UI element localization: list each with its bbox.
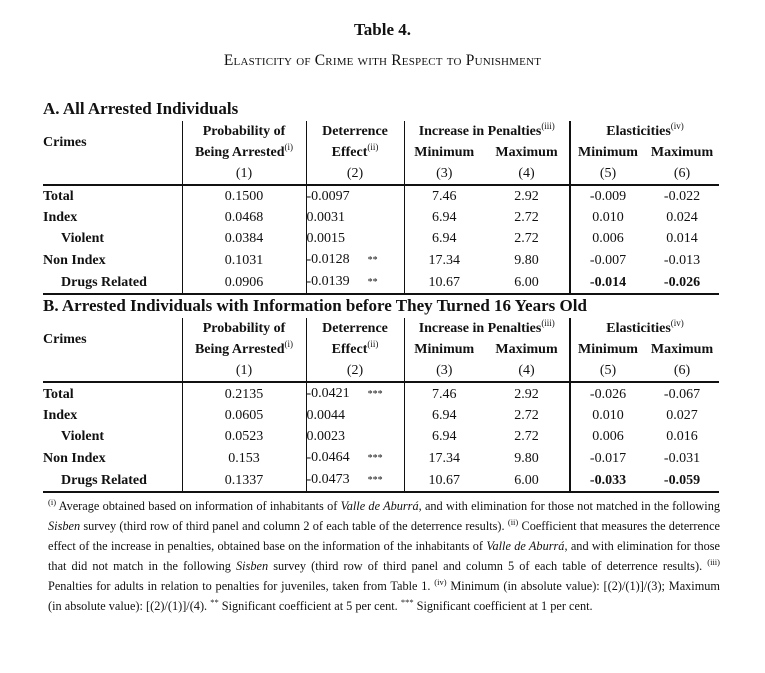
cell-prob: 0.153 <box>182 447 306 469</box>
det-value: -0.0464 <box>306 450 350 465</box>
note-italic-place: Valle de Aburrá <box>340 499 419 513</box>
cell-ela-max: -0.067 <box>663 386 701 402</box>
det-value: -0.0097 <box>306 189 350 204</box>
cell-ela-min: -0.014 <box>570 271 645 294</box>
cell-prob: 0.0384 <box>182 228 306 249</box>
det-value: 0.0031 <box>306 210 345 225</box>
footnote-ref-i: (i) <box>284 142 294 152</box>
cell-ela-max: -0.031 <box>663 450 701 466</box>
cell-pen-min: 7.46 <box>404 185 484 207</box>
note-text: survey (third row of third panel and column 5 of each table of deterrence results). <box>268 559 708 573</box>
cell-det <box>306 207 404 228</box>
cell-ela-min: -0.009 <box>570 185 645 207</box>
cell-ela-max: -0.013 <box>663 252 701 268</box>
det-value: -0.0128 <box>306 252 350 267</box>
row-crime: Drugs Related <box>43 271 182 294</box>
cell-prob: 0.0605 <box>182 405 306 426</box>
header-prob-line2 <box>182 339 306 360</box>
note-italic-survey: Sisben <box>236 559 269 573</box>
cell-prob: 0.0468 <box>182 207 306 228</box>
row-crime: Total <box>43 386 74 402</box>
det-value: 0.0023 <box>306 429 345 444</box>
header-det-line2 <box>306 339 404 360</box>
cell-ela-max: 0.027 <box>666 408 698 423</box>
header-ela-max: Maximum <box>650 342 714 357</box>
significance-stars: *** <box>367 389 383 400</box>
header-pen-min: Minimum <box>404 142 484 163</box>
cell-pen-max: 2.92 <box>514 189 539 204</box>
col-num-3: (3) <box>404 360 484 382</box>
cell-ela-min: -0.007 <box>570 249 645 271</box>
header-crimes: Crimes <box>43 331 87 347</box>
significance-stars: ** <box>367 255 378 266</box>
cell-det <box>306 249 404 271</box>
cell-prob: 0.0523 <box>182 426 306 447</box>
header-pen-max: Maximum <box>495 342 558 357</box>
header-det-label: Effect <box>331 342 368 357</box>
cell-pen-min: 7.46 <box>404 382 484 405</box>
cell-det <box>306 228 404 249</box>
note-marker-iii: (iii) <box>707 557 720 567</box>
cell-ela-min: -0.017 <box>570 447 645 469</box>
cell-ela-max: 0.016 <box>666 429 698 444</box>
header-det-line2 <box>306 142 404 163</box>
cell-det <box>306 447 404 469</box>
significance-stars: *** <box>367 475 383 486</box>
col-num-1: (1) <box>182 163 306 185</box>
col-num-1: (1) <box>182 360 306 382</box>
col-num-4: (4) <box>484 360 570 382</box>
footnote-ref-ii: (ii) <box>367 142 379 152</box>
det-value: -0.0473 <box>306 472 350 487</box>
col-num-4: (4) <box>484 163 570 185</box>
significance-stars: ** <box>367 277 378 288</box>
note-text: , and with elimination for those that did not match in the following <box>48 539 720 573</box>
cell-pen-max: 9.80 <box>514 252 539 268</box>
header-prob-label: Being Arrested <box>194 342 285 357</box>
col-num-3: (3) <box>404 163 484 185</box>
table-title: Table 4. <box>353 20 411 39</box>
table-subtitle: Elasticity of Crime with Respect to Punishment <box>223 52 542 69</box>
note-marker-ii: (ii) <box>507 517 519 527</box>
table-row <box>43 249 719 271</box>
table-row <box>43 207 719 228</box>
cell-det <box>306 405 404 426</box>
note-text: Penalties for adults in relation to penalties for juveniles, taken from Table 1. <box>48 579 435 593</box>
header-prob-line2 <box>182 142 306 163</box>
table-notes <box>48 496 720 616</box>
note-italic-place: Valle de Aburrá <box>486 539 565 553</box>
col-num-5: (5) <box>570 163 645 185</box>
cell-pen-max: 2.72 <box>514 408 539 423</box>
header-penalties-label: Increase in Penalties <box>418 321 542 336</box>
row-crime: Index <box>43 210 78 225</box>
note-text: Minimum (in absolute value): [(2)/(1)]/(3); Maximum (in absolute value): [(2)/(1)]/(4). <box>48 579 720 613</box>
header-det-line1: Deterrence <box>306 318 404 339</box>
footnote-ref-iv: (iv) <box>670 121 684 131</box>
footnote-ref-iv: (iv) <box>670 318 684 328</box>
table-row <box>43 382 719 405</box>
row-crime: Non Index <box>43 252 106 268</box>
footnote-ref-iii: (iii) <box>541 121 555 131</box>
cell-pen-min: 17.34 <box>404 447 484 469</box>
cell-det <box>306 469 404 492</box>
panel-b-table <box>43 318 719 493</box>
table-row <box>43 447 719 469</box>
cell-pen-min: 6.94 <box>404 405 484 426</box>
table-row <box>43 469 719 492</box>
col-num-5: (5) <box>570 360 645 382</box>
cell-det <box>306 271 404 294</box>
cell-pen-min: 6.94 <box>404 228 484 249</box>
footnote-ref-ii: (ii) <box>367 339 379 349</box>
cell-ela-min: -0.026 <box>570 382 645 405</box>
cell-ela-max: 0.024 <box>666 210 698 225</box>
header-elasticities-label: Elasticities <box>606 124 671 139</box>
col-num-2: (2) <box>306 360 404 382</box>
note-marker-i: (i) <box>48 497 57 507</box>
header-prob-line1: Probability of <box>182 121 306 142</box>
cell-prob: 0.1337 <box>182 469 306 492</box>
row-crime: Total <box>43 189 74 204</box>
cell-ela-min: -0.033 <box>570 469 645 492</box>
header-prob-line1: Probability of <box>182 318 306 339</box>
cell-pen-min: 17.34 <box>404 249 484 271</box>
cell-ela-min: 0.006 <box>570 426 645 447</box>
cell-prob: 0.0906 <box>182 271 306 294</box>
cell-det <box>306 185 404 207</box>
header-ela-min: Minimum <box>570 142 645 163</box>
footnote-ref-i: (i) <box>284 339 294 349</box>
det-value: -0.0421 <box>306 386 350 401</box>
panel-b-title: B. Arrested Individuals with Information before They Turned 16 Years Old <box>43 296 587 315</box>
cell-pen-max: 2.72 <box>514 231 539 246</box>
note-marker-1pct: *** <box>400 597 414 607</box>
header-crimes: Crimes <box>43 134 87 150</box>
cell-pen-min: 10.67 <box>404 469 484 492</box>
cell-prob: 0.1031 <box>182 249 306 271</box>
note-text: , and with elimination for those not matched in the following <box>418 499 720 513</box>
header-ela-max: Maximum <box>650 145 714 160</box>
header-ela-min: Minimum <box>570 339 645 360</box>
cell-pen-max: 6.00 <box>484 271 570 294</box>
significance-stars: *** <box>367 453 383 464</box>
cell-pen-min: 10.67 <box>404 271 484 294</box>
cell-prob: 0.2135 <box>182 382 306 405</box>
header-prob-label: Being Arrested <box>194 145 285 160</box>
cell-pen-min: 6.94 <box>404 426 484 447</box>
header-elasticities-label: Elasticities <box>606 321 671 336</box>
header-penalties <box>404 121 570 142</box>
panel-a-table <box>43 121 719 295</box>
cell-ela-min: 0.010 <box>570 405 645 426</box>
table-row <box>43 405 719 426</box>
note-text: Coefficient that measures the deterrence effect of the increase in penalties, obtained base on the information of the inhabitants of <box>48 519 720 553</box>
col-num-6: (6) <box>645 163 719 185</box>
row-crime: Violent <box>61 231 105 246</box>
note-italic-survey: Sisben <box>48 519 81 533</box>
panel-a-title: A. All Arrested Individuals <box>43 99 239 118</box>
note-marker-5pct: ** <box>210 597 219 607</box>
cell-ela-max: -0.059 <box>645 469 719 492</box>
note-marker-iv: (iv) <box>434 577 447 587</box>
note-text: Significant coefficient at 1 per cent. <box>413 599 593 613</box>
header-penalties-label: Increase in Penalties <box>418 124 542 139</box>
det-value: 0.0015 <box>306 231 345 246</box>
cell-pen-max: 6.00 <box>484 469 570 492</box>
row-crime: Drugs Related <box>43 469 182 492</box>
cell-ela-min: 0.010 <box>570 207 645 228</box>
footnote-ref-iii: (iii) <box>541 318 555 328</box>
cell-ela-max: 0.014 <box>666 231 698 246</box>
note-text: survey (third row of third panel and column 2 of each table of the deterrence results). <box>80 519 508 533</box>
cell-pen-min: 6.94 <box>404 207 484 228</box>
header-blank <box>43 163 182 185</box>
cell-det <box>306 382 404 405</box>
note-text: Average obtained based on information of inhabitants of <box>56 499 341 513</box>
cell-pen-max: 9.80 <box>514 450 539 466</box>
header-elasticities <box>570 318 719 339</box>
row-crime: Index <box>43 408 78 423</box>
table-row <box>43 271 719 294</box>
header-pen-max: Maximum <box>495 145 558 160</box>
header-blank <box>43 360 182 382</box>
header-elasticities <box>570 121 719 142</box>
cell-prob: 0.1500 <box>182 185 306 207</box>
table-row <box>43 426 719 447</box>
note-text: Significant coefficient at 5 per cent. <box>218 599 401 613</box>
row-crime: Violent <box>61 429 105 444</box>
table-row <box>43 185 719 207</box>
col-num-6: (6) <box>645 360 719 382</box>
cell-pen-max: 2.92 <box>514 386 539 402</box>
table-row <box>43 228 719 249</box>
cell-ela-max: -0.026 <box>645 271 719 294</box>
cell-pen-max: 2.72 <box>514 210 539 225</box>
cell-pen-max: 2.72 <box>514 429 539 444</box>
header-det-line1: Deterrence <box>306 121 404 142</box>
cell-ela-min: 0.006 <box>570 228 645 249</box>
det-value: -0.0139 <box>306 274 350 289</box>
det-value: 0.0044 <box>306 408 345 423</box>
cell-ela-max: -0.022 <box>663 189 701 204</box>
col-num-2: (2) <box>306 163 404 185</box>
row-crime: Non Index <box>43 450 106 466</box>
header-det-label: Effect <box>331 145 368 160</box>
header-pen-min: Minimum <box>404 339 484 360</box>
header-penalties <box>404 318 570 339</box>
cell-det <box>306 426 404 447</box>
